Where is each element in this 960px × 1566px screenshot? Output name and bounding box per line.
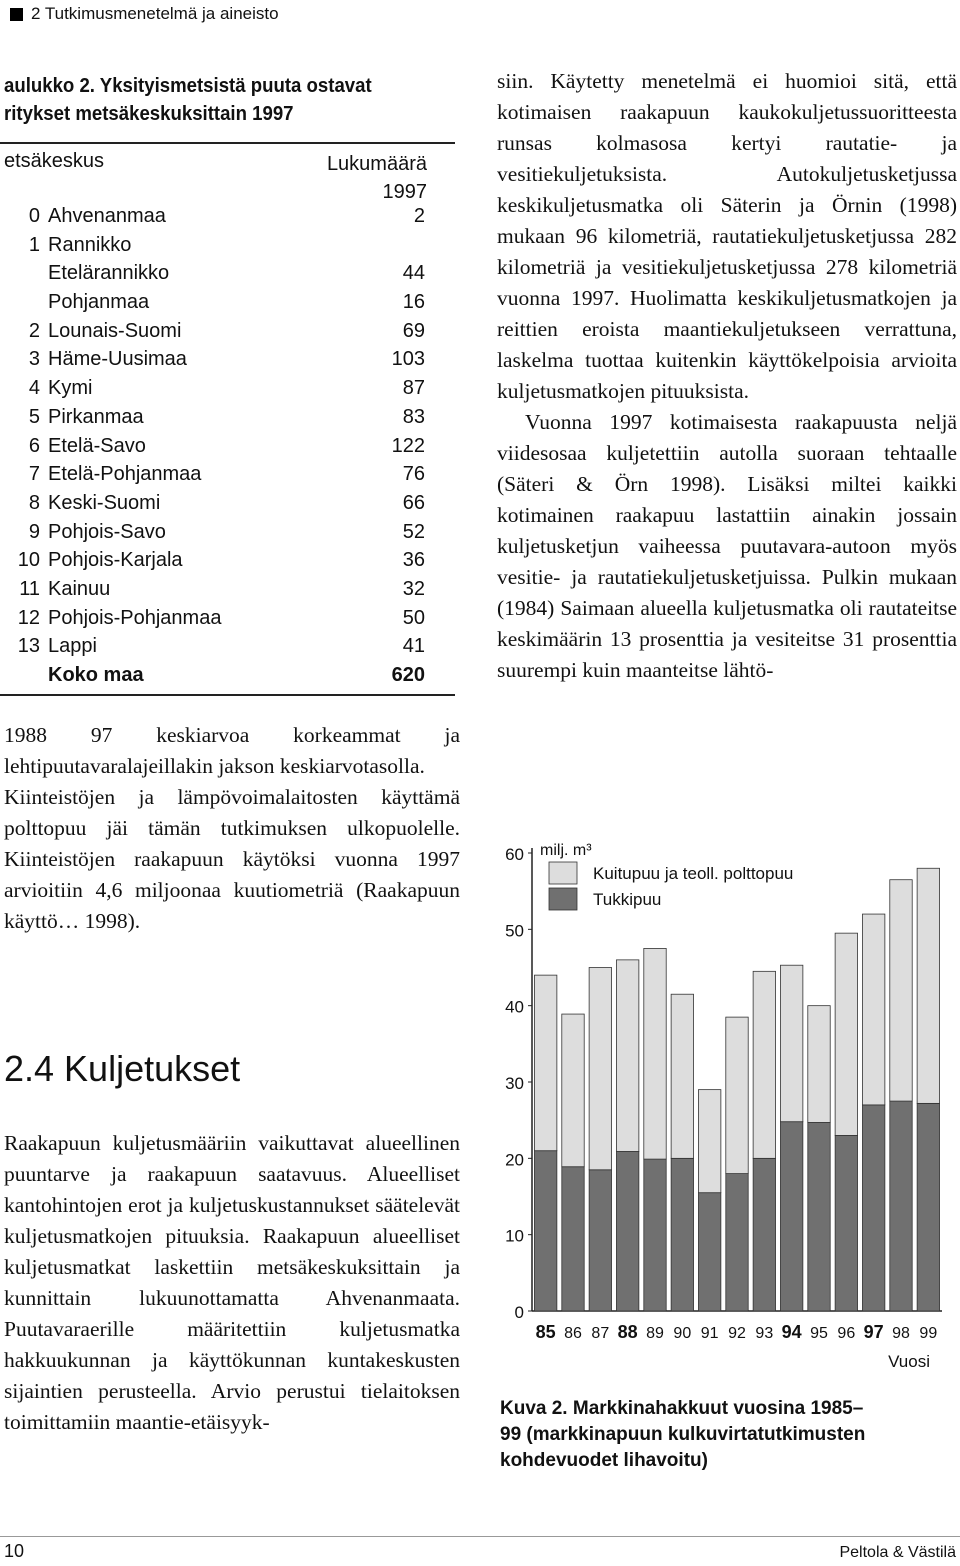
harvest-bar-chart xyxy=(497,820,957,1380)
bar-kuitupuu xyxy=(753,971,775,1158)
row-name: Etelä-Savo xyxy=(48,434,146,457)
row-number: 9 xyxy=(28,520,40,543)
bar-kuitupuu xyxy=(890,880,912,1101)
row-name: Lappi xyxy=(48,635,97,658)
row-value: 76 xyxy=(402,463,425,486)
right-paragraph-1: siin. Käytetty menetelmä ei huomioi sitä, että kotimaisen raakapuun kaukokuljetussuoritteesta runsas kolmasosa kertyi rautatie- ja vesitiekuljetuksista. Autokuljetusketjussa keskikuljetusmatka oli Säterin ja Örnin (1998) mukaan 96 kilometriä, rautatiekuljetusketjussa 282 kilometriä ja vesitiekuljetusketjussa 278 kilometriä vuonna 1997. Huolimatta keskikuljetusmatkojen ja reittien eroista maantiekuljetukseen verrattuna, laskelma tuottaa kuitenkin käyttökelpoisia arvioita kuljetusmatkojen pituuksista. xyxy=(497,69,957,403)
legend-swatch-tukkipuu xyxy=(549,888,577,910)
row-name: Pohjanmaa xyxy=(48,291,150,314)
footer-authors: Peltola & Västilä xyxy=(839,1544,956,1561)
row-name: Etelärannikko xyxy=(48,262,170,285)
x-tick-label: 98 xyxy=(892,1325,910,1342)
figure-caption-line3: kohdevuodet lihavoitu) xyxy=(500,1450,708,1471)
row-name: Ahvenanmaa xyxy=(48,205,166,227)
row-value: 44 xyxy=(402,262,425,285)
forest-centre-table xyxy=(0,142,455,696)
row-name: Lounais-Suomi xyxy=(48,319,182,342)
figure-caption xyxy=(500,1396,950,1474)
col2-header-line2: 1997 xyxy=(382,181,427,203)
x-tick-label: 95 xyxy=(810,1325,828,1342)
figure-caption-line1: Kuva 2. Markkinahakkuut vuosina 1985– xyxy=(500,1398,864,1419)
bar-kuitupuu xyxy=(671,994,693,1158)
right-body-text xyxy=(497,66,957,686)
row-name: Pohjois-Savo xyxy=(48,520,166,543)
x-tick-label: 87 xyxy=(591,1325,610,1342)
row-value: 2 xyxy=(413,205,425,227)
row-value: 122 xyxy=(391,434,425,457)
row-number: 13 xyxy=(17,635,40,658)
right-paragraph-2: Vuonna 1997 kotimaisesta raakapuusta neljä viidesosaa kuljetettiin autolla suoraan tehtaalle (Säteri & Örn 1998). Lisäksi miltei kaikki kotimainen raakapuu lastattiin ainakin jossain kuljetusketjun vaiheessa puutavara-autoon myös vesitie- ja rautatiekuljetusketjuissa. Pulkin mukaan (1984) Saimaan alueella kuljetusmatka oli rautateitse keskimäärin 13 prosenttia ja vesiteitse 31 prosenttia suurempi kuin maanteitse lähtö- xyxy=(497,410,957,682)
header-square-icon xyxy=(10,8,23,21)
row-name: Pirkanmaa xyxy=(48,405,144,428)
table-row xyxy=(0,288,455,317)
bar-tukkipuu xyxy=(726,1174,748,1311)
bar-tukkipuu xyxy=(835,1135,857,1311)
legend-swatch-kuitupuu xyxy=(549,862,577,884)
bar-tukkipuu xyxy=(644,1159,666,1311)
row-value: 16 xyxy=(402,291,425,314)
running-header xyxy=(10,4,279,24)
x-tick-label: 97 xyxy=(863,1322,884,1342)
bar-tukkipuu xyxy=(753,1158,775,1311)
total-label: Koko maa xyxy=(48,664,144,686)
total-value: 620 xyxy=(391,664,425,686)
bar-tukkipuu xyxy=(917,1103,939,1311)
row-name: Pohjois-Pohjanmaa xyxy=(48,606,222,629)
bar-tukkipuu xyxy=(616,1151,638,1311)
left-paragraph-1: 1988 97 keskiarvoa korkeammat ja lehtipuutavaralajeillakin jakson keskiarvotasolla. xyxy=(4,723,460,778)
row-number: 12 xyxy=(17,606,40,629)
table-row xyxy=(0,317,455,346)
table-row xyxy=(0,202,455,231)
bar-kuitupuu xyxy=(616,960,638,1152)
table-row xyxy=(0,489,455,518)
row-name: Keski-Suomi xyxy=(48,491,161,514)
table-body xyxy=(0,202,455,661)
bar-kuitupuu xyxy=(780,965,802,1121)
row-name: Kymi xyxy=(48,377,93,400)
x-tick-label: 99 xyxy=(919,1325,938,1342)
y-tick-label: 10 xyxy=(505,1226,524,1246)
bar-kuitupuu xyxy=(726,1017,748,1173)
table-row xyxy=(0,345,455,374)
row-number: 11 xyxy=(19,577,40,600)
bar-tukkipuu xyxy=(698,1193,720,1311)
bar-tukkipuu xyxy=(534,1151,556,1311)
row-name: Kainuu xyxy=(48,577,111,600)
table-row xyxy=(0,460,455,489)
x-tick-label: 90 xyxy=(673,1325,692,1342)
table-row xyxy=(0,604,455,633)
x-tick-label: 93 xyxy=(755,1325,774,1342)
x-axis-label: Vuosi xyxy=(888,1352,930,1371)
row-number: 2 xyxy=(28,319,40,342)
y-tick-label: 0 xyxy=(514,1303,524,1322)
row-value: 66 xyxy=(402,491,425,514)
table-row xyxy=(0,575,455,604)
legend-label-tukkipuu: Tukkipuu xyxy=(593,890,662,909)
col2-header-line1: Lukumäärä xyxy=(326,153,427,175)
row-value: 52 xyxy=(402,520,425,543)
bar-tukkipuu xyxy=(562,1167,584,1311)
x-tick-label: 96 xyxy=(837,1325,856,1342)
row-value: 83 xyxy=(402,405,425,428)
bar-kuitupuu xyxy=(534,975,556,1151)
bar-kuitupuu xyxy=(698,1090,720,1193)
row-number: 7 xyxy=(28,463,40,486)
table-caption-line1: aulukko 2. Yksityismetsistä puuta ostavat xyxy=(4,75,372,97)
table-caption xyxy=(4,72,428,128)
y-tick-label: 60 xyxy=(505,845,524,864)
table-caption-line2: ritykset metsäkeskuksittain 1997 xyxy=(4,103,294,125)
row-number: 10 xyxy=(17,549,40,572)
y-tick-label: 20 xyxy=(505,1150,524,1170)
row-name: Pohjois-Karjala xyxy=(48,549,183,572)
table-row xyxy=(0,518,455,547)
left-body-text xyxy=(4,720,460,937)
bar-tukkipuu xyxy=(808,1122,830,1311)
table-row xyxy=(0,374,455,403)
table-header xyxy=(0,144,455,202)
row-name: Häme-Uusimaa xyxy=(48,348,187,371)
bar-tukkipuu xyxy=(671,1158,693,1311)
bar-kuitupuu xyxy=(835,933,857,1135)
row-name: Rannikko xyxy=(48,233,132,256)
left-paragraph-2: Kiinteistöjen ja lämpövoimalaitosten käyttämä polttopuu jäi tämän tutkimuksen ulkopuolelle. Kiinteistöjen raakapuun käytöksi vuonna 1997 arvioitiin 4,6 miljoonaa kuutiometriä (Raakapuun käyttö… 1998). xyxy=(4,785,460,933)
x-tick-label: 91 xyxy=(700,1325,719,1342)
table-row xyxy=(0,546,455,575)
legend-label-kuitupuu: Kuitupuu ja teoll. polttopuu xyxy=(593,864,794,883)
row-value: 50 xyxy=(402,606,425,629)
x-tick-label: 85 xyxy=(535,1322,556,1342)
figure-caption-line2: 99 (markkinapuun kulkuvirtatutkimusten xyxy=(500,1424,866,1445)
x-tick-label: 88 xyxy=(617,1322,638,1342)
x-tick-label: 94 xyxy=(781,1322,802,1342)
row-number: 5 xyxy=(28,405,40,428)
table-row xyxy=(0,231,455,260)
section-paragraph-1: Raakapuun kuljetusmääriin vaikuttavat alueellinen puuntarve ja raakapuun saatavuus. Alueelliset kantohintojen erot ja kuljetuskustannukset säätelevät kuljetusmatkojen pituuksia. Raakapuun alueelliset kuljetusmatkat laskettiin metsäkeskuksittain ja kunnittain lukuunottamatta Ahvenanmaata. Puutavaraerille määritettiin kuljetusmatka hakkuukunnan ja käyttökunnan kuntakeskusten sijaintien perusteella. Arvio perustui tielaitoksen toimittamiin maantie-etäisyyk- xyxy=(4,1131,460,1434)
row-value: 69 xyxy=(402,319,425,342)
row-number: 3 xyxy=(28,348,40,371)
y-tick-label: 50 xyxy=(505,921,524,941)
table-row xyxy=(0,632,455,661)
bar-tukkipuu xyxy=(589,1170,611,1311)
page-number: 10 xyxy=(4,1541,25,1561)
row-value: 41 xyxy=(402,635,425,658)
row-number: 6 xyxy=(28,434,40,457)
table-col1-header: etsäkeskus xyxy=(4,150,105,172)
y-tick-label: 30 xyxy=(505,1074,524,1093)
row-number: 8 xyxy=(28,491,40,514)
row-number: 4 xyxy=(28,377,40,400)
row-value: 32 xyxy=(402,577,425,600)
row-value: 103 xyxy=(391,348,425,371)
x-tick-label: 89 xyxy=(646,1325,664,1342)
bar-tukkipuu xyxy=(862,1105,884,1311)
row-value: 87 xyxy=(402,377,425,400)
bar-kuitupuu xyxy=(862,914,884,1105)
bar-kuitupuu xyxy=(562,1014,584,1167)
x-tick-label: 92 xyxy=(728,1325,746,1342)
table-total-row xyxy=(0,661,455,690)
footer-rule xyxy=(0,1536,960,1537)
row-number: 0 xyxy=(28,205,40,227)
y-tick-label: 40 xyxy=(505,997,524,1017)
section-body-text xyxy=(4,1128,460,1438)
table-row xyxy=(0,403,455,432)
bar-kuitupuu xyxy=(589,968,611,1170)
bar-tukkipuu xyxy=(890,1101,912,1311)
table-row xyxy=(0,259,455,288)
x-tick-label: 86 xyxy=(564,1325,582,1342)
bar-tukkipuu xyxy=(780,1122,802,1311)
row-value: 36 xyxy=(402,549,425,572)
table-bottom-rule xyxy=(0,694,455,696)
section-heading: 2.4 Kuljetukset xyxy=(4,1048,241,1089)
bar-kuitupuu xyxy=(644,948,666,1159)
y-axis-label: milj. m³ xyxy=(540,842,592,859)
bar-kuitupuu xyxy=(808,1006,830,1123)
bar-kuitupuu xyxy=(917,868,939,1103)
table-col2-header xyxy=(327,150,427,206)
row-name: Etelä-Pohjanmaa xyxy=(48,463,202,486)
row-number: 1 xyxy=(28,233,40,256)
header-section-title: 2 Tutkimusmenetelmä ja aineisto xyxy=(31,4,279,23)
table-row xyxy=(0,432,455,461)
